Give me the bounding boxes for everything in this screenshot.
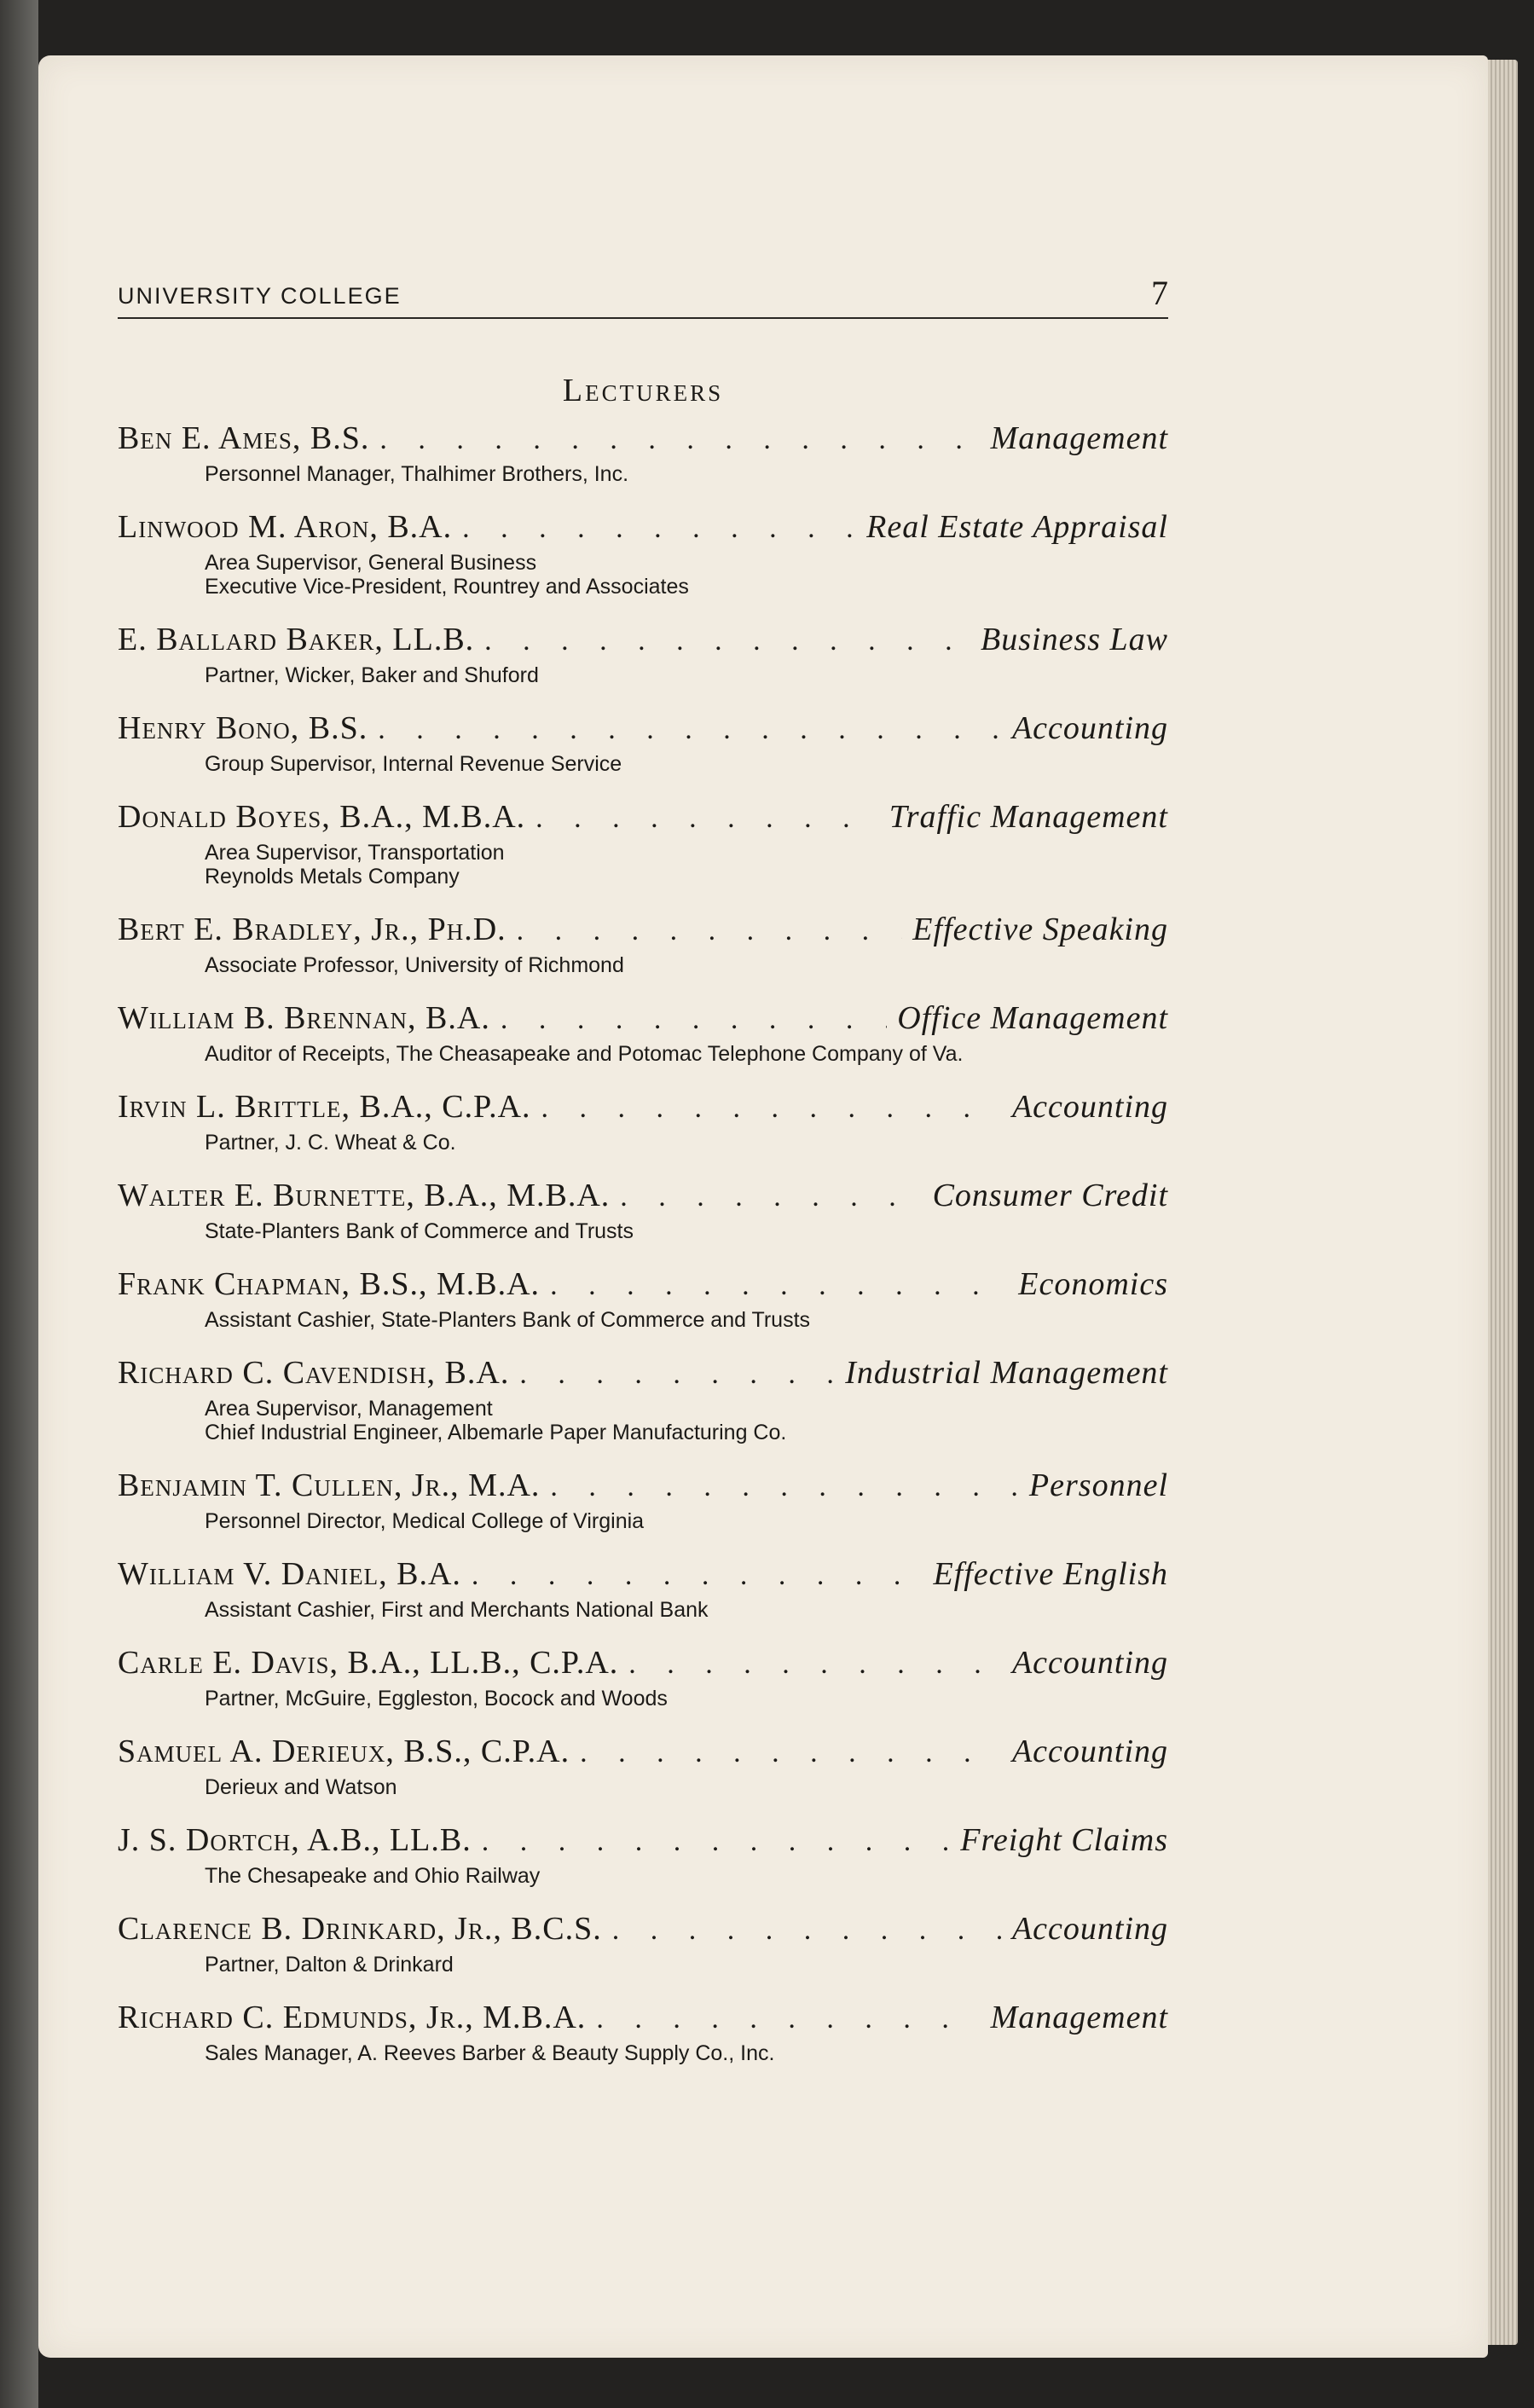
lecturer-subject: Office Management: [897, 1000, 1168, 1036]
lecturer-description: Partner, J. C. Wheat & Co.: [205, 1131, 456, 1155]
lecturer-line: [118, 1995, 1168, 2041]
lecturer-name: Clarence B. Drinkard, Jr., B.C.S.: [118, 1911, 602, 1947]
dot-leader: [620, 1175, 922, 1219]
lecturer-line: [118, 1907, 1168, 1953]
running-head: [118, 273, 1168, 319]
lecturer-description: Assistant Cashier, First and Merchants National Bank: [205, 1598, 709, 1622]
lecturer-line: [118, 1463, 1168, 1509]
lecturer-entry: [118, 1818, 1168, 1888]
dot-leader: [628, 1642, 1002, 1687]
lecturer-line: [118, 1552, 1168, 1598]
lecturer-name: Richard C. Edmunds, Jr., M.B.A.: [118, 2000, 587, 2035]
page-number: 7: [1151, 274, 1168, 312]
lecturer-line: [118, 505, 1168, 551]
dot-leader: [484, 619, 970, 663]
lecturer-description: Personnel Manager, Thalhimer Brothers, Inc.: [205, 462, 629, 486]
lecturer-name: William V. Daniel, B.A.: [118, 1556, 461, 1592]
lecturer-line: [118, 1729, 1168, 1775]
lecturer-name: Bert E. Bradley, Jr., Ph.D.: [118, 912, 507, 947]
dot-leader: [482, 1820, 951, 1864]
lecturer-line: [118, 617, 1168, 663]
lecturer-line: [118, 996, 1168, 1042]
lecturer-name: Benjamin T. Cullen, Jr., M.A.: [118, 1467, 541, 1503]
lecturer-line: [118, 1641, 1168, 1687]
lecturer-entry: [118, 617, 1168, 687]
lecturer-name: Walter E. Burnette, B.A., M.B.A.: [118, 1178, 611, 1213]
lecturer-name: Irvin L. Brittle, B.A., C.P.A.: [118, 1089, 531, 1125]
page-content: [118, 273, 1168, 2084]
lecturer-name: Linwood M. Aron, B.A.: [118, 509, 453, 545]
lecturer-description: Assistant Cashier, State-Planters Bank of Commerce and Trusts: [205, 1308, 811, 1332]
lecturer-name: Richard C. Cavendish, B.A.: [118, 1355, 510, 1391]
lecturer-entry: [118, 1463, 1168, 1533]
lecturer-subject: Consumer Credit: [932, 1178, 1168, 1213]
lecturer-name: Frank Chapman, B.S., M.B.A.: [118, 1266, 541, 1302]
lecturer-description: The Chesapeake and Ohio Railway: [205, 1864, 541, 1888]
lecturer-subject: Freight Claims: [960, 1822, 1168, 1858]
lecturer-description: Associate Professor, University of Richmond: [205, 953, 624, 977]
lecturer-name: Henry Bono, B.S.: [118, 710, 368, 746]
dot-leader: [596, 1997, 980, 2041]
lecturer-subject: Accounting: [1011, 1911, 1168, 1947]
lecturer-description: Personnel Director, Medical College of Virginia: [205, 1509, 645, 1533]
lecturer-entry: [118, 1729, 1168, 1799]
lecturer-line: [118, 1351, 1168, 1397]
lecturer-description: Derieux and Watson: [205, 1775, 397, 1799]
lecturer-description: Partner, Dalton & Drinkard: [205, 1953, 454, 1977]
lecturer-line: [118, 1818, 1168, 1864]
lecturer-entry: [118, 795, 1168, 889]
lecturer-entry: [118, 416, 1168, 486]
dot-leader: [379, 418, 980, 462]
lecturer-description: Chief Industrial Engineer, Albemarle Paper Manufacturing Co.: [205, 1421, 787, 1444]
lecturer-line: [118, 907, 1168, 953]
lecturer-entry: [118, 706, 1168, 776]
lecturer-name: Ben E. Ames, B.S.: [118, 420, 370, 456]
lecturer-entry: [118, 996, 1168, 1066]
lecturer-subject: Effective English: [933, 1556, 1168, 1592]
lecturer-description: Partner, McGuire, Eggleston, Bocock and Woods: [205, 1687, 668, 1710]
lecturer-subject: Traffic Management: [889, 799, 1168, 835]
lecturer-entry: [118, 505, 1168, 599]
lecturer-description: Partner, Wicker, Baker and Shuford: [205, 663, 539, 687]
lecturer-line: [118, 1262, 1168, 1308]
dot-leader: [612, 1908, 1002, 1953]
dot-leader: [462, 506, 856, 551]
dot-leader: [580, 1731, 1002, 1775]
lecturer-line: [118, 706, 1168, 752]
lecturer-name: Carle E. Davis, B.A., LL.B., C.P.A.: [118, 1645, 619, 1681]
lecturer-subject: Accounting: [1011, 1089, 1168, 1125]
lecturer-subject: Real Estate Appraisal: [866, 509, 1168, 545]
lecturer-entry: [118, 907, 1168, 977]
dot-leader: [501, 998, 887, 1042]
lecturer-description: Auditor of Receipts, The Cheasapeake and Potomac Telephone Company of Va.: [205, 1042, 964, 1066]
lecturer-subject: Personnel: [1028, 1467, 1168, 1503]
lecturer-name: Donald Boyes, B.A., M.B.A.: [118, 799, 526, 835]
dot-leader: [378, 708, 1002, 752]
lecturer-subject: Industrial Management: [845, 1355, 1168, 1391]
lecturer-subject: Accounting: [1011, 1734, 1168, 1769]
lecturer-description: Area Supervisor, Transportation: [205, 841, 505, 865]
dot-leader: [517, 909, 903, 953]
dot-leader: [541, 1086, 1002, 1131]
lecturer-entry: [118, 1351, 1168, 1444]
lecturer-name: William B. Brennan, B.A.: [118, 1000, 490, 1036]
lecturer-entry: [118, 1907, 1168, 1977]
lecturer-line: [118, 795, 1168, 841]
lecturer-name: J. S. Dortch, A.B., LL.B.: [118, 1822, 472, 1858]
lecturer-entry: [118, 1552, 1168, 1622]
lecturer-entry: [118, 1173, 1168, 1243]
lecturer-description: Area Supervisor, General Business: [205, 551, 537, 575]
lecturer-subject: Accounting: [1011, 1645, 1168, 1681]
dot-leader: [519, 1352, 835, 1397]
lecturer-description: Group Supervisor, Internal Revenue Service: [205, 752, 622, 776]
lecturer-entry: [118, 1262, 1168, 1332]
lecturer-line: [118, 1085, 1168, 1131]
lecturer-subject: Management: [990, 420, 1168, 456]
dot-leader: [550, 1465, 1019, 1509]
lecturer-description: Executive Vice-President, Rountrey and Associates: [205, 575, 689, 599]
lecturer-line: [118, 416, 1168, 462]
lecturer-subject: Accounting: [1011, 710, 1168, 746]
lecturer-description: Area Supervisor, Management: [205, 1397, 493, 1421]
lecturer-entry: [118, 1641, 1168, 1710]
book-spine-edge: [0, 0, 38, 2408]
lecturer-subject: Business Law: [981, 622, 1168, 657]
lecturer-entry: [118, 1995, 1168, 2065]
lecturer-description: State-Planters Bank of Commerce and Trusts: [205, 1219, 634, 1243]
section-heading: Lecturers: [562, 373, 724, 408]
lecturer-line: [118, 1173, 1168, 1219]
lecturer-subject: Economics: [1018, 1266, 1168, 1302]
running-head-title: UNIVERSITY COLLEGE: [118, 283, 402, 309]
lecturer-subject: Management: [990, 2000, 1168, 2035]
lecturer-subject: Effective Speaking: [912, 912, 1168, 947]
lecturer-description: Reynolds Metals Company: [205, 865, 460, 889]
dot-leader: [535, 796, 879, 841]
lecturer-description: Sales Manager, A. Reeves Barber & Beauty Supply Co., Inc.: [205, 2041, 775, 2065]
lecturer-name: E. Ballard Baker, LL.B.: [118, 622, 475, 657]
lecturer-name: Samuel A. Derieux, B.S., C.P.A.: [118, 1734, 570, 1769]
dot-leader: [550, 1264, 1008, 1308]
lecturer-entry: [118, 1085, 1168, 1155]
dot-leader: [472, 1554, 923, 1598]
lecturer-list: [118, 416, 1168, 2065]
